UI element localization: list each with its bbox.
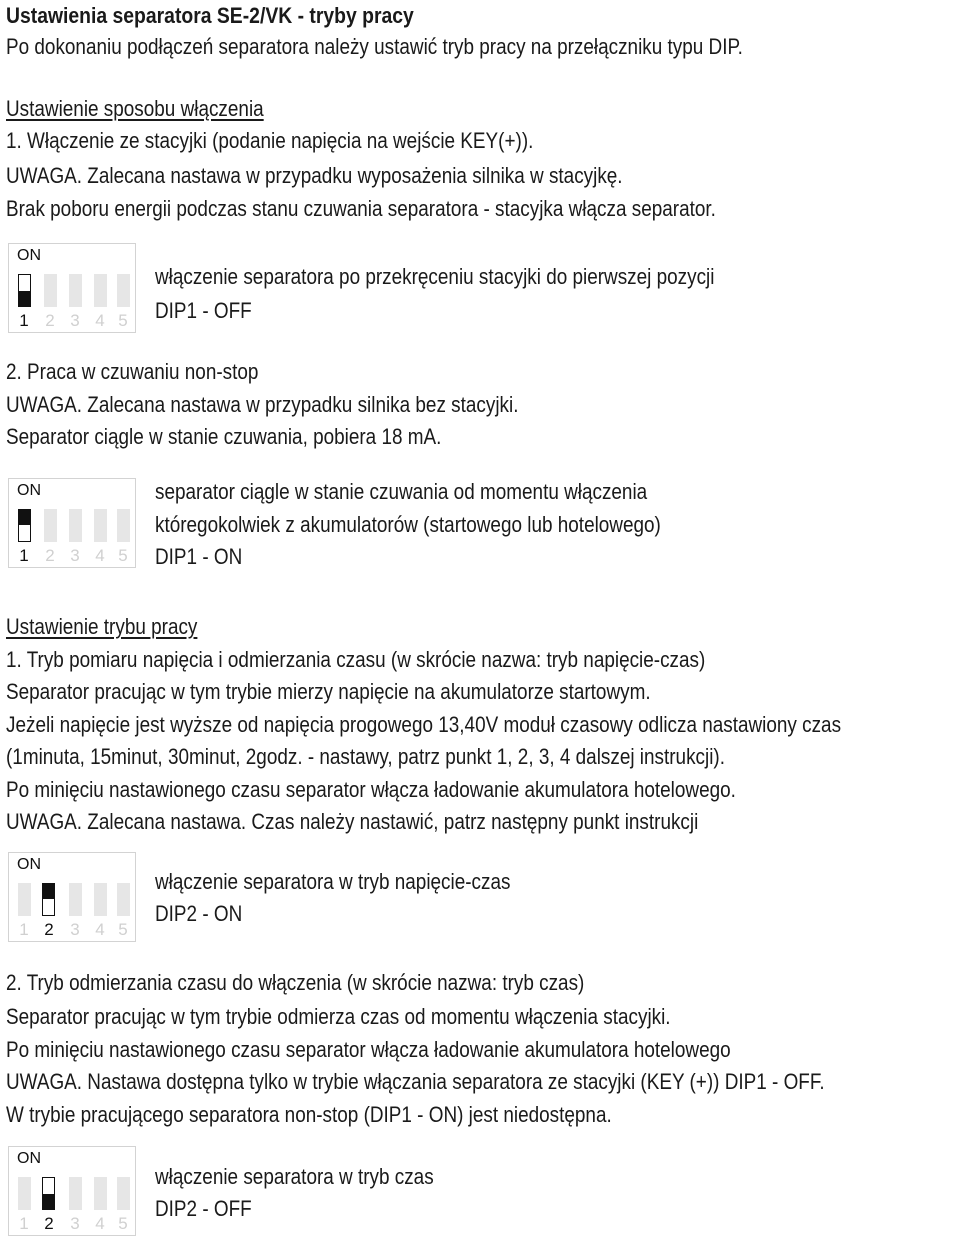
dip-setting: DIP2 - ON — [155, 901, 243, 926]
dip-on-label: ON — [17, 1150, 41, 1167]
dip-knob — [19, 510, 30, 525]
dip-number: 4 — [95, 1214, 105, 1233]
dip-switch-5 — [117, 1177, 130, 1210]
dip-switch-1 — [18, 274, 31, 307]
dip-number: 5 — [118, 311, 128, 330]
dip-switch-2 — [42, 1177, 55, 1210]
dip-description: włączenie separatora w tryb napięcie-czas — [155, 869, 511, 894]
text-line: 2. Tryb odmierzania czasu do włączenia (w skrócie nazwa: tryb czas) — [6, 970, 585, 995]
dip-description: włączenie separatora po przekręceniu stacyjki do pierwszej pozycji — [155, 264, 715, 289]
text-line: 1. Tryb pomiaru napięcia i odmierzania czasu (w skrócie nazwa: tryb napięcie-czas) — [6, 647, 706, 672]
dip-description: separator ciągle w stanie czuwania od momentu włączenia — [155, 479, 648, 504]
dip-switch-4 — [94, 274, 107, 307]
dip-switch-5 — [117, 274, 130, 307]
dip-switch-3 — [69, 883, 82, 916]
dip-knob — [19, 291, 30, 306]
dip-on-label: ON — [17, 856, 41, 873]
dip-switch-3 — [69, 274, 82, 307]
dip-on-label: ON — [17, 482, 41, 499]
text-line: Jeżeli napięcie jest wyższe od napięcia progowego 13,40V moduł czasowy odlicza nastawiony czas — [6, 712, 842, 737]
dip-setting: DIP2 - OFF — [155, 1196, 252, 1221]
text-line: Brak poboru energii podczas stanu czuwania separatora - stacyjka włącza separator. — [6, 196, 716, 221]
dip-switch-5 — [117, 883, 130, 916]
dip-switch-1 — [18, 883, 31, 916]
text-line: W trybie pracującego separatora non-stop (DIP1 - ON) jest niedostępna. — [6, 1102, 612, 1127]
dip-switch-diagram — [8, 1146, 136, 1236]
dip-number: 1 — [19, 920, 29, 939]
dip-number: 1 — [19, 546, 29, 565]
dip-switch-1 — [18, 1177, 31, 1210]
dip-number: 2 — [45, 546, 55, 565]
text-line: UWAGA. Zalecana nastawa w przypadku silnika bez stacyjki. — [6, 392, 519, 417]
section-heading-switch-on: Ustawienie sposobu włączenia — [6, 96, 264, 121]
page-title: Ustawienia separatora SE-2/VK - tryby pracy — [6, 3, 414, 28]
dip-number: 1 — [19, 1214, 29, 1233]
text-line: UWAGA. Zalecana nastawa. Czas należy nastawić, patrz następny punkt instrukcji — [6, 809, 699, 834]
dip-number: 4 — [95, 920, 105, 939]
dip-switch-diagram — [8, 478, 136, 568]
dip-switch-5 — [117, 509, 130, 542]
dip-number: 2 — [45, 311, 55, 330]
text-line: Separator pracując w tym trybie odmierza czas od momentu włączenia stacyjki. — [6, 1004, 671, 1029]
dip-description: któregokolwiek z akumulatorów (startowego lub hotelowego) — [155, 512, 661, 537]
dip-knob — [43, 1194, 54, 1209]
dip-switch-2 — [44, 509, 57, 542]
dip-number: 4 — [95, 546, 105, 565]
dip-switch-4 — [94, 883, 107, 916]
text-line: 1. Włączenie ze stacyjki (podanie napięcia na wejście KEY(+)). — [6, 128, 534, 153]
dip-description: włączenie separatora w tryb czas — [155, 1164, 434, 1189]
dip-number: 3 — [70, 546, 80, 565]
dip-switch-diagram — [8, 852, 136, 942]
dip-number: 5 — [118, 920, 128, 939]
section-heading-operating-mode: Ustawienie trybu pracy — [6, 614, 198, 639]
dip-number: 2 — [44, 1214, 54, 1233]
dip-setting: DIP1 - ON — [155, 544, 243, 569]
dip-switch-4 — [94, 1177, 107, 1210]
dip-setting: DIP1 - OFF — [155, 298, 252, 323]
intro-text: Po dokonaniu podłączeń separatora należy ustawić tryb pracy na przełączniku typu DIP. — [6, 34, 743, 59]
dip-knob — [43, 884, 54, 899]
dip-switch-diagram — [8, 243, 136, 333]
text-line: UWAGA. Zalecana nastawa w przypadku wyposażenia silnika w stacyjkę. — [6, 163, 623, 188]
dip-switch-4 — [94, 509, 107, 542]
text-line: (1minuta, 15minut, 30minut, 2godz. - nastawy, patrz punkt 1, 2, 3, 4 dalszej instrukcji). — [6, 744, 725, 769]
text-line: Separator pracując w tym trybie mierzy napięcie na akumulatorze startowym. — [6, 679, 651, 704]
dip-number: 5 — [118, 1214, 128, 1233]
text-line: Po minięciu nastawionego czasu separator włącza ładowanie akumulatora hotelowego. — [6, 777, 736, 802]
text-line: 2. Praca w czuwaniu non-stop — [6, 359, 259, 384]
dip-switch-3 — [69, 1177, 82, 1210]
dip-number: 2 — [44, 920, 54, 939]
dip-number: 4 — [95, 311, 105, 330]
dip-number: 3 — [70, 1214, 80, 1233]
dip-number: 3 — [70, 920, 80, 939]
text-line: UWAGA. Nastawa dostępna tylko w trybie włączania separatora ze stacyjki (KEY (+)) DIP1 - OFF. — [6, 1069, 825, 1094]
dip-number: 1 — [19, 311, 29, 330]
dip-on-label: ON — [17, 247, 41, 264]
dip-switch-2 — [44, 274, 57, 307]
dip-switch-2 — [42, 883, 55, 916]
dip-switch-1 — [18, 509, 31, 542]
dip-number: 3 — [70, 311, 80, 330]
dip-number: 5 — [118, 546, 128, 565]
text-line: Po minięciu nastawionego czasu separator włącza ładowanie akumulatora hotelowego — [6, 1037, 731, 1062]
text-line: Separator ciągle w stanie czuwania, pobiera 18 mA. — [6, 424, 442, 449]
dip-switch-3 — [69, 509, 82, 542]
